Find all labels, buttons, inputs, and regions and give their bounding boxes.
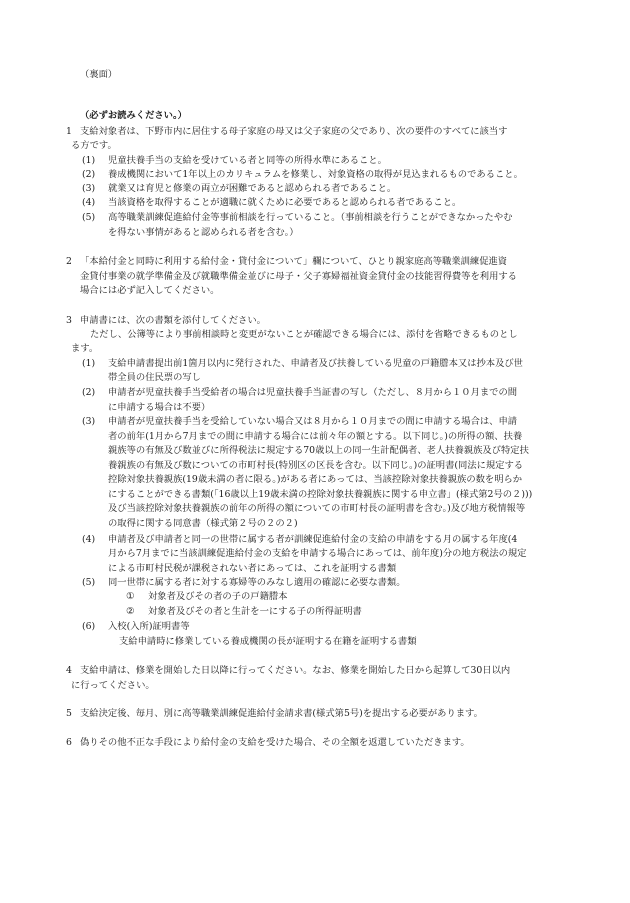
section-2-line-3: 場合には必ず記入してください。 bbox=[80, 285, 220, 296]
section-2-line-2: 金貸付事業の就学準備金及び就職準備金並びに母子・父子寡婦福祉資金貸付金の技能習得費等を利用する bbox=[80, 271, 517, 282]
page-side-label: （裏面） bbox=[80, 69, 118, 80]
attachment-3-line-7: 及び当該控除対象扶養親族の前年の所得の額についての市町村長の証明書を含む。)及び地方税情報等 bbox=[108, 503, 526, 514]
section-4-line-1: 支給申請は、修業を開始した日以降に行ってください。なお、修業を開始した日から起算して30日以内 bbox=[80, 665, 511, 676]
requirement-2-text: 養成機関において1年以上のカリキュラムを修業し、対象資格の取得が見込まれるものであること。 bbox=[108, 169, 523, 180]
attachment-6-text: 入校(入所)証明書等 bbox=[108, 621, 190, 632]
section-2-number: 2 bbox=[66, 256, 72, 267]
attachment-3-line-4: 養親族の有無及び数についての市町村長(特別区の区長を含む。以下同じ。)の証明書(同法に規定する bbox=[108, 460, 524, 471]
requirement-5-text-cont: を得ない事情があると認められる者を含む。） bbox=[108, 227, 299, 238]
section-3-line-3: ます。 bbox=[71, 343, 99, 354]
attachment-1-number: (1) bbox=[82, 358, 96, 369]
section-1-line-2: る方です。 bbox=[71, 140, 117, 151]
attachment-5-text: 同一世帯に属する者に対する寡婦等のみなし適用の確認に必要な書類。 bbox=[108, 577, 406, 588]
attachment-3-line-8: の取得に関する同意書（様式第２号の２の２) bbox=[108, 518, 298, 529]
attachment-6-text-cont: 支給申請時に修業している養成機関の長が証明する在籍を証明する書類 bbox=[119, 636, 417, 647]
attachment-1-line-2: 帯全員の住民票の写し bbox=[108, 372, 201, 383]
attachment-5-sub-2-text: 対象者及びその者と生計を一にする子の所得証明書 bbox=[148, 606, 362, 617]
attachment-3-line-5: 控除対象扶養親族(19歳未満の者に限る。)がある者にあっては、当該控除対象扶養親族の数を明らか bbox=[108, 474, 523, 485]
attachment-5-sub-1-text: 対象者及びその者の子の戸籍謄本 bbox=[148, 591, 288, 602]
attachment-6-number: (6) bbox=[82, 621, 96, 632]
section-3-line-2: ただし、公簿等により事前相談時と変更がないことが確認できる場合には、添付を省略できるものとし bbox=[90, 329, 518, 340]
requirement-3-text: 就業又は育児と修業の両立が困難であると認められる者であること。 bbox=[108, 183, 397, 194]
requirement-1-number: (1) bbox=[82, 155, 96, 166]
attachment-4-line-1: 申請者及び申請者と同一の世帯に属する者が訓練促進給付金の支給の申請をする月の属する年度(4 bbox=[108, 534, 518, 545]
section-6-line-1: 偽りその他不正な手段により給付金の支給を受けた場合、その全額を返還していただきます。 bbox=[80, 737, 470, 748]
attachment-2-number: (2) bbox=[82, 387, 96, 398]
attachment-5-number: (5) bbox=[82, 577, 96, 588]
attachment-2-line-2: に申請する場合は不要） bbox=[108, 402, 211, 413]
requirement-4-text: 当該資格を取得することが適職に就くために必要であると認められる者であること。 bbox=[108, 197, 462, 208]
attachment-3-line-2: 者の前年(1月から7月までの間に申請する場合には前々年の額とする。以下同じ。)の所得の額、扶養 bbox=[108, 431, 523, 442]
attachment-3-line-1: 申請者が児童扶養手当を受給していない場合又は８月から１０月までの間に申請する場合は、申請 bbox=[108, 416, 518, 427]
section-3-number: 3 bbox=[66, 315, 72, 326]
section-1-number: 1 bbox=[66, 126, 72, 137]
section-6-number: 6 bbox=[66, 737, 72, 748]
requirement-2-number: (2) bbox=[82, 169, 96, 180]
section-5-line-1: 支給決定後、毎月、別に高等職業訓練促進給付金請求書(様式第5号)を提出する必要があります。 bbox=[80, 708, 483, 719]
section-3-line-1: 申請書には、次の書類を添付してください。 bbox=[80, 315, 266, 326]
attachment-4-line-3: による市町村民税が課税されない者にあっては、これを証明する書類 bbox=[108, 563, 397, 574]
attachment-1-line-1: 支給申請書提出前1箇月以内に発行された、申請者及び扶養している児童の戸籍謄本又は抄本及び世 bbox=[108, 358, 523, 369]
section-1-line-1: 支給対象者は、下野市内に居住する母子家庭の母又は父子家庭の父であり、次の要件のすべてに該当す bbox=[80, 126, 508, 137]
attachment-3-number: (3) bbox=[82, 416, 96, 427]
attachment-5-sub-2-number: ② bbox=[126, 606, 135, 617]
requirement-5-number: (5) bbox=[82, 212, 96, 223]
requirement-5-text: 高等職業訓練促進給付金等事前相談を行っていること。（事前相談を行うことができなかったやむ bbox=[108, 212, 513, 223]
attachment-4-line-2: 月から7月までに当該訓練促進給付金の支給を申請する場合にあっては、前年度)分の地方税法の規定 bbox=[108, 548, 527, 559]
section-4-line-2: に行ってください。 bbox=[71, 680, 155, 691]
section-5-number: 5 bbox=[66, 708, 72, 719]
attachment-4-number: (4) bbox=[82, 534, 96, 545]
attachment-3-line-3: 親族等の有無及び数並びに所得税法に規定する70歳以上の同一生計配偶者、老人扶養親族及び特定扶 bbox=[108, 445, 529, 456]
section-4-number: 4 bbox=[66, 665, 72, 676]
requirement-4-number: (4) bbox=[82, 197, 96, 208]
section-2-line-1: 「本給付金と同時に利用する給付金・貸付金について」欄について、ひとり親家庭高等職業訓練促進資 bbox=[80, 256, 508, 267]
notice-title: （必ずお読みください。） bbox=[80, 110, 187, 121]
requirement-1-text: 児童扶養手当の支給を受けている者と同等の所得水準にあること。 bbox=[108, 155, 387, 166]
attachment-5-sub-1-number: ① bbox=[126, 591, 135, 602]
attachment-3-line-6: にすることができる書類(「16歳以上19歳未満の控除対象扶養親族に関する申立書」(様式第2号の２))) bbox=[108, 489, 533, 500]
requirement-3-number: (3) bbox=[82, 183, 96, 194]
attachment-2-line-1: 申請者が児童扶養手当受給者の場合は児童扶養手当証書の写し（ただし、８月から１０月までの間 bbox=[108, 387, 518, 398]
